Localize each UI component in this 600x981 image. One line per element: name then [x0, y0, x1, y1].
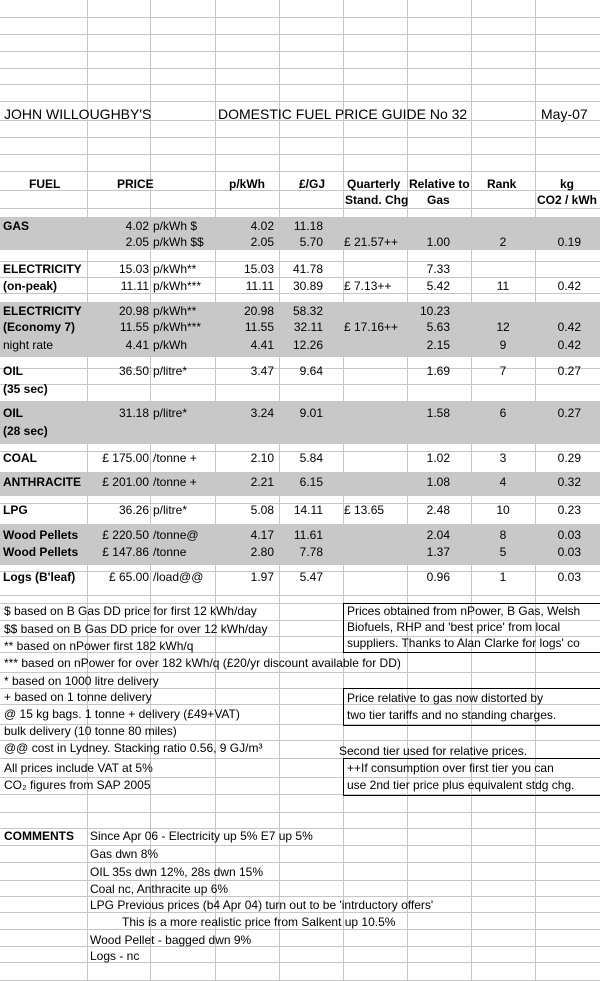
- cell-rank: 6: [499, 406, 507, 420]
- note-line: + based on 1 tonne delivery: [4, 690, 152, 704]
- cell-fuel: OIL: [3, 406, 23, 420]
- cell-gj: 7.78: [299, 545, 323, 559]
- comment-line: OIL 35s dwn 12%, 28s dwn 15%: [90, 865, 263, 879]
- comment-line: Since Apr 06 - Electricity up 5% E7 up 5%: [90, 829, 313, 843]
- consumption-line: use 2nd tier price plus equivalent stdg chg.: [347, 778, 575, 792]
- cell-price: £ 147.86: [102, 545, 149, 559]
- comment-line: LPG Previous prices (b4 Apr 04) turn out to be 'intrductory offers': [90, 898, 434, 912]
- gridline: [0, 249, 600, 250]
- cell-price: £ 201.00: [102, 475, 149, 489]
- gridline: [0, 672, 600, 673]
- cell-rank: 8: [499, 528, 507, 542]
- gridline: [0, 845, 600, 846]
- note-line: ** based on nPower first 182 kWh/q: [4, 639, 194, 653]
- header-relative: Relative to: [409, 177, 470, 191]
- gridline: [0, 401, 600, 402]
- gridline: [0, 68, 600, 69]
- cell-gj: 9.01: [299, 406, 323, 420]
- cell-fuel: GAS: [3, 219, 30, 233]
- cell-fuel: LPG: [3, 503, 28, 517]
- distortion-line: Price relative to gas now distorted by: [347, 691, 544, 705]
- cell-pkwh: 1.97: [250, 570, 274, 584]
- cell-price: 31.18: [118, 406, 149, 420]
- cell-relative: 0.96: [426, 570, 450, 584]
- cell-pkwh: 2.21: [250, 475, 274, 489]
- cell-fuel: (on-peak): [3, 279, 57, 293]
- cell-price: 15.03: [118, 262, 149, 276]
- cell-relative: 2.48: [426, 503, 450, 517]
- header-per-gj: £/GJ: [299, 177, 326, 191]
- note-line: @@ cost in Lydney. Stacking ratio 0.56, 9 GJ/m³: [4, 741, 263, 755]
- note-line: All prices include VAT at 5%: [4, 761, 153, 775]
- cell-pkwh: 11.11: [245, 279, 274, 293]
- cell-rank: 11: [496, 279, 510, 293]
- cell-price: 2.05: [125, 235, 149, 249]
- note-line: @ 15 kg bags. 1 tonne + delivery (£49+VAT): [4, 707, 240, 721]
- gridline: [0, 233, 600, 234]
- gridline: [0, 472, 600, 473]
- header-quarterly: Quarterly: [347, 177, 401, 191]
- cell-co2: 0.27: [557, 406, 581, 420]
- note-line: * based on 1000 litre delivery: [4, 674, 159, 688]
- cell-pkwh: 4.41: [250, 338, 274, 352]
- cell-price: £ 175.00: [102, 451, 149, 465]
- gridline: [343, 0, 344, 981]
- cell-rank: 3: [499, 451, 507, 465]
- gridline: [0, 356, 600, 357]
- gridline: [0, 34, 600, 35]
- cell-rank: 5: [499, 545, 507, 559]
- gridline: [0, 208, 600, 209]
- cell-unit: p/kWh***: [153, 320, 202, 334]
- cell-price: £ 65.00: [108, 570, 149, 584]
- cell-gj: 5.84: [299, 451, 323, 465]
- cell-unit: p/kWh**: [153, 304, 197, 318]
- consumption-line: ++If consumption over first tier you can: [347, 761, 554, 775]
- cell-pkwh: 20.98: [243, 304, 274, 318]
- header-co2-per-kwh: CO2 / kWh: [537, 193, 598, 207]
- cell-co2: 0.03: [557, 528, 581, 542]
- cell-fuel: Wood Pellets: [3, 545, 79, 559]
- gridline: [87, 0, 88, 981]
- cell-fuel: ELECTRICITY: [3, 262, 82, 276]
- cell-fuel: (28 sec): [3, 424, 48, 438]
- cell-pkwh: 4.02: [250, 219, 274, 233]
- title-date: May-07: [541, 106, 588, 122]
- gridline: [0, 217, 600, 218]
- cell-pkwh: 5.08: [250, 503, 274, 517]
- cell-relative: 2.04: [426, 528, 450, 542]
- note-line: *** based on nPower for over 182 kWh/q (£20/yr discount available for DD): [4, 656, 401, 670]
- header-standing-charge: Stand. Chg: [345, 193, 409, 207]
- cell-co2: 0.42: [557, 279, 581, 293]
- sources-line: Biofuels, RHP and 'best price' from local: [347, 620, 561, 634]
- comment-line: This is a more realistic price from Salkent up 10.5%: [122, 915, 396, 929]
- gridline: [0, 154, 600, 155]
- cell-gj: 14.11: [293, 503, 323, 517]
- cell-rank: 10: [496, 503, 510, 517]
- cell-co2: 0.19: [557, 235, 581, 249]
- cell-price: 11.55: [119, 320, 149, 334]
- cell-unit: p/kWh**: [153, 262, 197, 276]
- gridline: [0, 880, 600, 881]
- gridline: [0, 293, 600, 294]
- cell-unit: p/litre*: [153, 406, 188, 420]
- cell-fuel: ELECTRICITY: [3, 304, 82, 318]
- cell-pkwh: 2.80: [250, 545, 274, 559]
- gridline: [0, 495, 600, 496]
- note-line: $ based on B Gas DD price for first 12 kWh/day: [4, 604, 257, 618]
- cell-pkwh: 2.10: [250, 451, 274, 465]
- gridline: [407, 0, 408, 981]
- cell-rank: 9: [499, 338, 507, 352]
- gridline: [0, 524, 600, 525]
- cell-co2: 0.03: [557, 545, 581, 559]
- cell-gj: 5.47: [299, 570, 323, 584]
- cell-unit: /tonne +: [153, 451, 197, 465]
- cell-standing: £ 7.13++: [344, 279, 392, 293]
- cell-gj: 32.11: [293, 320, 323, 334]
- cell-pkwh: 11.55: [244, 320, 274, 334]
- gridline: [0, 277, 600, 278]
- gridline: [0, 101, 600, 102]
- cell-gj: 5.70: [299, 235, 323, 249]
- cell-fuel: (Economy 7): [3, 320, 76, 334]
- second-tier-note: Second tier used for relative prices.: [339, 744, 528, 758]
- header-relative-gas: Gas: [427, 193, 450, 207]
- gridline: [0, 302, 600, 303]
- comment-line: Gas dwn 8%: [90, 847, 159, 861]
- gridline: [0, 595, 600, 596]
- cell-rank: 7: [499, 364, 507, 378]
- cell-unit: p/litre*: [153, 364, 188, 378]
- cell-unit: p/litre*: [153, 503, 188, 517]
- cell-gj: 11.18: [293, 219, 323, 233]
- cell-gj: 6.15: [299, 475, 323, 489]
- note-line: $$ based on B Gas DD price for over 12 kWh/day: [4, 622, 268, 636]
- cell-pkwh: 4.17: [250, 528, 274, 542]
- cell-co2: 0.32: [557, 475, 581, 489]
- cell-unit: /tonne: [153, 545, 187, 559]
- cell-gj: 9.64: [299, 364, 323, 378]
- cell-pkwh: 15.03: [243, 262, 274, 276]
- header-price: PRICE: [117, 177, 154, 191]
- cell-relative: 1.69: [426, 364, 450, 378]
- gridline: [0, 912, 600, 913]
- cell-unit: p/kWh $$: [153, 235, 204, 249]
- header-kg: kg: [560, 177, 575, 191]
- cell-gj: 41.78: [292, 262, 323, 276]
- cell-fuel: Wood Pellets: [3, 528, 79, 542]
- cell-pkwh: 2.05: [250, 235, 274, 249]
- gridline: [535, 0, 536, 981]
- gridline: [0, 17, 600, 18]
- sources-line: Prices obtained from nPower, B Gas, Welsh: [347, 604, 581, 618]
- cell-unit: p/kWh $: [153, 219, 198, 233]
- cell-fuel: COAL: [3, 451, 37, 465]
- cell-co2: 0.27: [557, 364, 581, 378]
- comment-line: Coal nc, Anthracite up 6%: [90, 882, 229, 896]
- cell-unit: p/kWh: [153, 338, 188, 352]
- gridline: [0, 929, 600, 930]
- cell-gj: 30.89: [292, 279, 323, 293]
- cell-fuel: ANTHRACITE: [3, 475, 81, 489]
- cell-co2: 0.23: [557, 503, 581, 517]
- cell-relative: 1.02: [426, 451, 450, 465]
- cell-unit: /tonne@: [153, 528, 199, 542]
- header-rank: Rank: [487, 177, 517, 191]
- gridline: [0, 137, 600, 138]
- cell-pkwh: 3.24: [250, 406, 274, 420]
- cell-co2: 0.42: [557, 338, 581, 352]
- gridline: [0, 318, 600, 319]
- cell-price: 36.26: [118, 503, 149, 517]
- distortion-line: two tier tariffs and no standing charges.: [347, 708, 557, 722]
- comment-line: Logs - nc: [90, 949, 140, 963]
- header-pkwh: p/kWh: [229, 177, 265, 191]
- cell-unit: /load@@: [153, 570, 204, 584]
- cell-gj: 12.26: [292, 338, 323, 352]
- title-author: JOHN WILLOUGHBY'S: [4, 106, 152, 122]
- gridline: [0, 862, 600, 863]
- cell-price: £ 220.50: [102, 528, 149, 542]
- gridline: [0, 812, 600, 813]
- cell-price: 11.11: [120, 279, 149, 293]
- cell-standing: £ 21.57++: [344, 235, 399, 249]
- cell-relative: 1.08: [426, 475, 450, 489]
- cell-relative: 1.00: [426, 235, 450, 249]
- comments-label: COMMENTS: [4, 829, 74, 843]
- cell-rank: 4: [499, 475, 507, 489]
- cell-unit: /tonne +: [153, 475, 197, 489]
- gridline: [0, 336, 600, 337]
- cell-relative: 1.58: [426, 406, 450, 420]
- cell-price: 4.02: [125, 219, 149, 233]
- cell-gj: 58.32: [292, 304, 323, 318]
- sources-line: suppliers. Thanks to Alan Clarke for logs' co: [347, 636, 580, 650]
- gridline: [0, 384, 600, 385]
- gridline: [0, 443, 600, 444]
- cell-price: 36.50: [118, 364, 149, 378]
- cell-relative: 7.33: [426, 262, 450, 276]
- cell-relative: 5.63: [426, 320, 450, 334]
- comment-line: Wood Pellet - bagged dwn 9%: [90, 933, 252, 947]
- cell-gj: 11.61: [293, 528, 323, 542]
- gridline: [0, 896, 600, 897]
- cell-pkwh: 3.47: [250, 364, 274, 378]
- gridline: [0, 564, 600, 565]
- title-name: DOMESTIC FUEL PRICE GUIDE No 32: [218, 106, 468, 122]
- cell-rank: 2: [499, 235, 507, 249]
- gridline: [0, 84, 600, 85]
- cell-fuel: Logs (B'leaf): [3, 570, 76, 584]
- cell-standing: £ 13.65: [344, 503, 385, 517]
- cell-relative: 5.42: [426, 279, 450, 293]
- note-line: bulk delivery (10 tonne 80 miles): [4, 724, 177, 738]
- cell-price: 4.41: [125, 338, 149, 352]
- header-fuel: FUEL: [29, 177, 61, 191]
- cell-co2: 0.42: [557, 320, 581, 334]
- cell-standing: £ 17.16++: [344, 320, 399, 334]
- gridline: [471, 0, 472, 981]
- cell-relative: 1.37: [426, 545, 450, 559]
- cell-fuel: (35 sec): [3, 382, 48, 396]
- cell-relative: 10.23: [419, 304, 450, 318]
- cell-co2: 0.03: [557, 570, 581, 584]
- gridline: [0, 171, 600, 172]
- cell-rank: 1: [499, 570, 507, 584]
- cell-price: 20.98: [118, 304, 149, 318]
- gridline: [0, 51, 600, 52]
- cell-relative: 2.15: [426, 338, 450, 352]
- cell-unit: p/kWh***: [153, 279, 202, 293]
- cell-co2: 0.29: [557, 451, 581, 465]
- cell-fuel: night rate: [3, 338, 54, 352]
- cell-fuel: OIL: [3, 364, 23, 378]
- cell-rank: 12: [496, 320, 510, 334]
- note-line: CO₂ figures from SAP 2005: [4, 778, 151, 792]
